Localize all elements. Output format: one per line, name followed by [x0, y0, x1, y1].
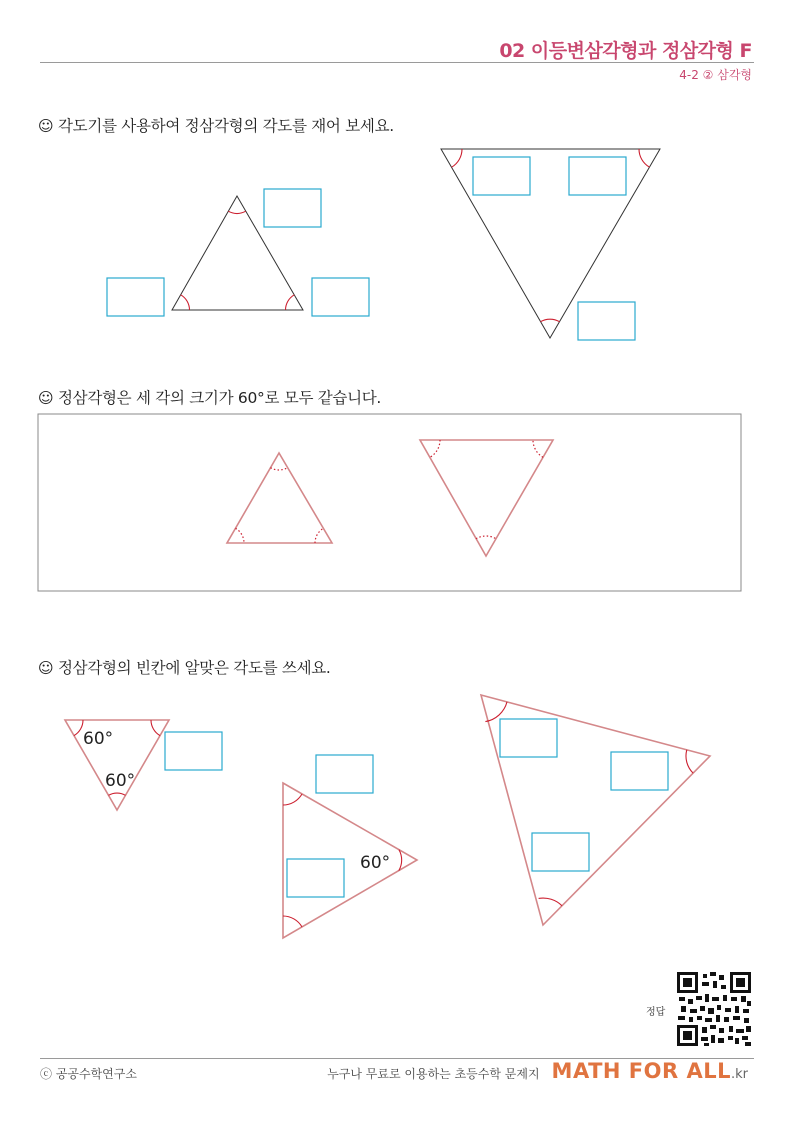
answer-box[interactable]	[500, 719, 557, 757]
angle-label: 60°	[83, 729, 114, 749]
answer-box[interactable]	[473, 157, 530, 195]
brand-suffix: .kr	[730, 1067, 748, 1082]
answer-box[interactable]	[264, 189, 321, 227]
example-frame	[38, 414, 741, 591]
answer-box[interactable]	[316, 755, 373, 793]
smiley-icon: ☺	[38, 389, 54, 407]
brand-name: MATH FOR ALL	[551, 1059, 731, 1083]
answer-box[interactable]	[611, 752, 668, 790]
smiley-icon: ☺	[38, 659, 54, 677]
example-triangle-2	[420, 440, 553, 556]
answer-box[interactable]	[107, 278, 164, 316]
answer-box[interactable]	[312, 278, 369, 316]
brand-logo[interactable]	[552, 1059, 748, 1083]
angle-label: 60°	[360, 853, 391, 873]
answer-box[interactable]	[532, 833, 589, 871]
fill-triangle-2	[283, 783, 417, 938]
answer-box[interactable]	[287, 859, 344, 897]
example-triangle-1	[227, 453, 332, 543]
copyright-text: ⓒ 공공수학연구소	[40, 1067, 137, 1081]
instruction-3-text: 정삼각형의 빈칸에 알맞은 각도를 쓰세요.	[57, 659, 331, 677]
instruction-2-text: 정삼각형은 세 각의 크기가 60°로 모두 같습니다.	[57, 389, 382, 407]
unit-subtitle: 4-2 ② 삼각형	[679, 68, 752, 82]
smiley-icon: ☺	[38, 117, 54, 135]
answer-label: 정답	[646, 1007, 666, 1018]
footer-brand-area	[327, 1059, 748, 1083]
fill-triangle-1	[65, 720, 169, 810]
instruction-1-text: 각도기를 사용하여 정삼각형의 각도를 재어 보세요.	[57, 117, 394, 135]
answer-box[interactable]	[165, 732, 222, 770]
answer-box[interactable]	[578, 302, 635, 340]
angle-label: 60°	[105, 771, 136, 791]
page-title: 02 이등변삼각형과 정삼각형 F	[499, 40, 752, 62]
footer-tagline: 누구나 무료로 이용하는 초등수학 문제지	[327, 1067, 540, 1081]
fill-triangle-3	[481, 695, 710, 925]
triangle-measure-1	[172, 196, 303, 310]
answer-box[interactable]	[569, 157, 626, 195]
qr-code-icon[interactable]	[677, 972, 751, 1046]
triangle-measure-2	[441, 149, 660, 338]
